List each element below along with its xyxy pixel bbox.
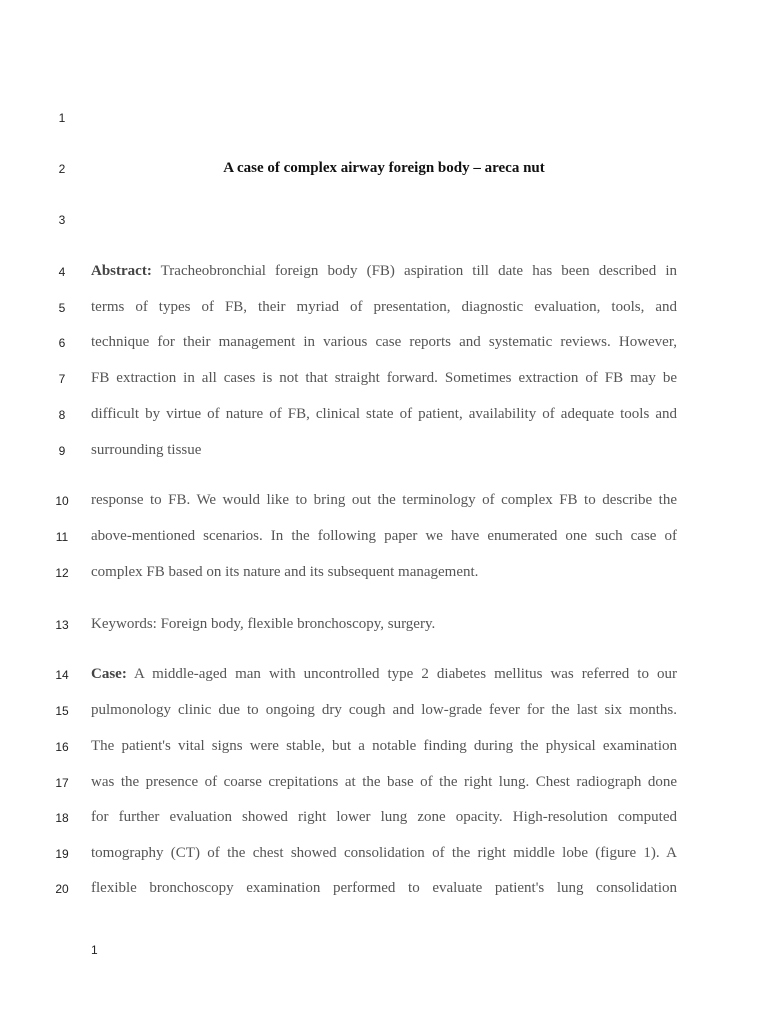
paper-title: A case of complex airway foreign body – areca nut [223,160,545,176]
line-number: 2 [58,162,66,176]
abstract-line: technique for their management in various case reports and systematic reviews. However, [91,334,677,350]
case-line [91,665,677,683]
case-line: pulmonology clinic due to ongoing dry cough and low-grade fever for the last six months. [91,702,677,718]
case-line: was the presence of coarse crepitations at the base of the right lung. Chest radiograph done [91,774,677,790]
page-number: 1 [91,943,98,957]
abstract-line: surrounding tissue [91,442,202,458]
abstract-line: response to FB. We would like to bring out the terminology of complex FB to describe the [91,492,677,508]
line-number: 13 [55,618,69,632]
line-number: 4 [58,265,66,279]
case-label: Case: [91,666,127,682]
line-number: 11 [55,530,69,544]
line-number: 5 [58,301,66,315]
keywords: Keywords: Foreign body, flexible bronchoscopy, surgery. [91,616,436,632]
line-number: 17 [55,776,69,790]
line-number: 3 [58,213,66,227]
line-number: 18 [55,811,69,825]
line-number: 16 [55,740,69,754]
line-number: 9 [58,444,66,458]
abstract-line: FB extraction in all cases is not that straight forward. Sometimes extraction of FB may be [91,370,677,386]
case-line: for further evaluation showed right lower lung zone opacity. High-resolution computed [91,809,677,825]
case-line: The patient's vital signs were stable, but a notable finding during the physical examination [91,738,677,754]
line-number: 10 [55,494,69,508]
abstract-text: Tracheobronchial foreign body (FB) aspiration till date has been described in [151,263,677,279]
line-number: 12 [55,566,69,580]
case-line: flexible bronchoscopy examination performed to evaluate patient's lung consolidation [91,880,677,896]
abstract-line [91,262,677,280]
line-number: 6 [58,336,66,350]
abstract-label: Abstract: [91,263,152,279]
abstract-line: complex FB based on its nature and its subsequent management. [91,564,479,580]
abstract-line: terms of types of FB, their myriad of presentation, diagnostic evaluation, tools, and [91,299,677,315]
line-number: 15 [55,704,69,718]
line-number: 7 [58,372,66,386]
line-number: 20 [55,882,69,896]
line-number: 1 [58,111,66,125]
case-line: tomography (CT) of the chest showed consolidation of the right middle lobe (figure 1). A [91,845,677,861]
line-number: 14 [55,668,69,682]
line-number: 8 [58,408,66,422]
case-text: A middle-aged man with uncontrolled type 2 diabetes mellitus was referred to our [126,666,677,682]
abstract-line: difficult by virtue of nature of FB, clinical state of patient, availability of adequate tools and [91,406,677,422]
abstract-line: above-mentioned scenarios. In the following paper we have enumerated one such case of [91,528,677,544]
line-number: 19 [55,847,69,861]
